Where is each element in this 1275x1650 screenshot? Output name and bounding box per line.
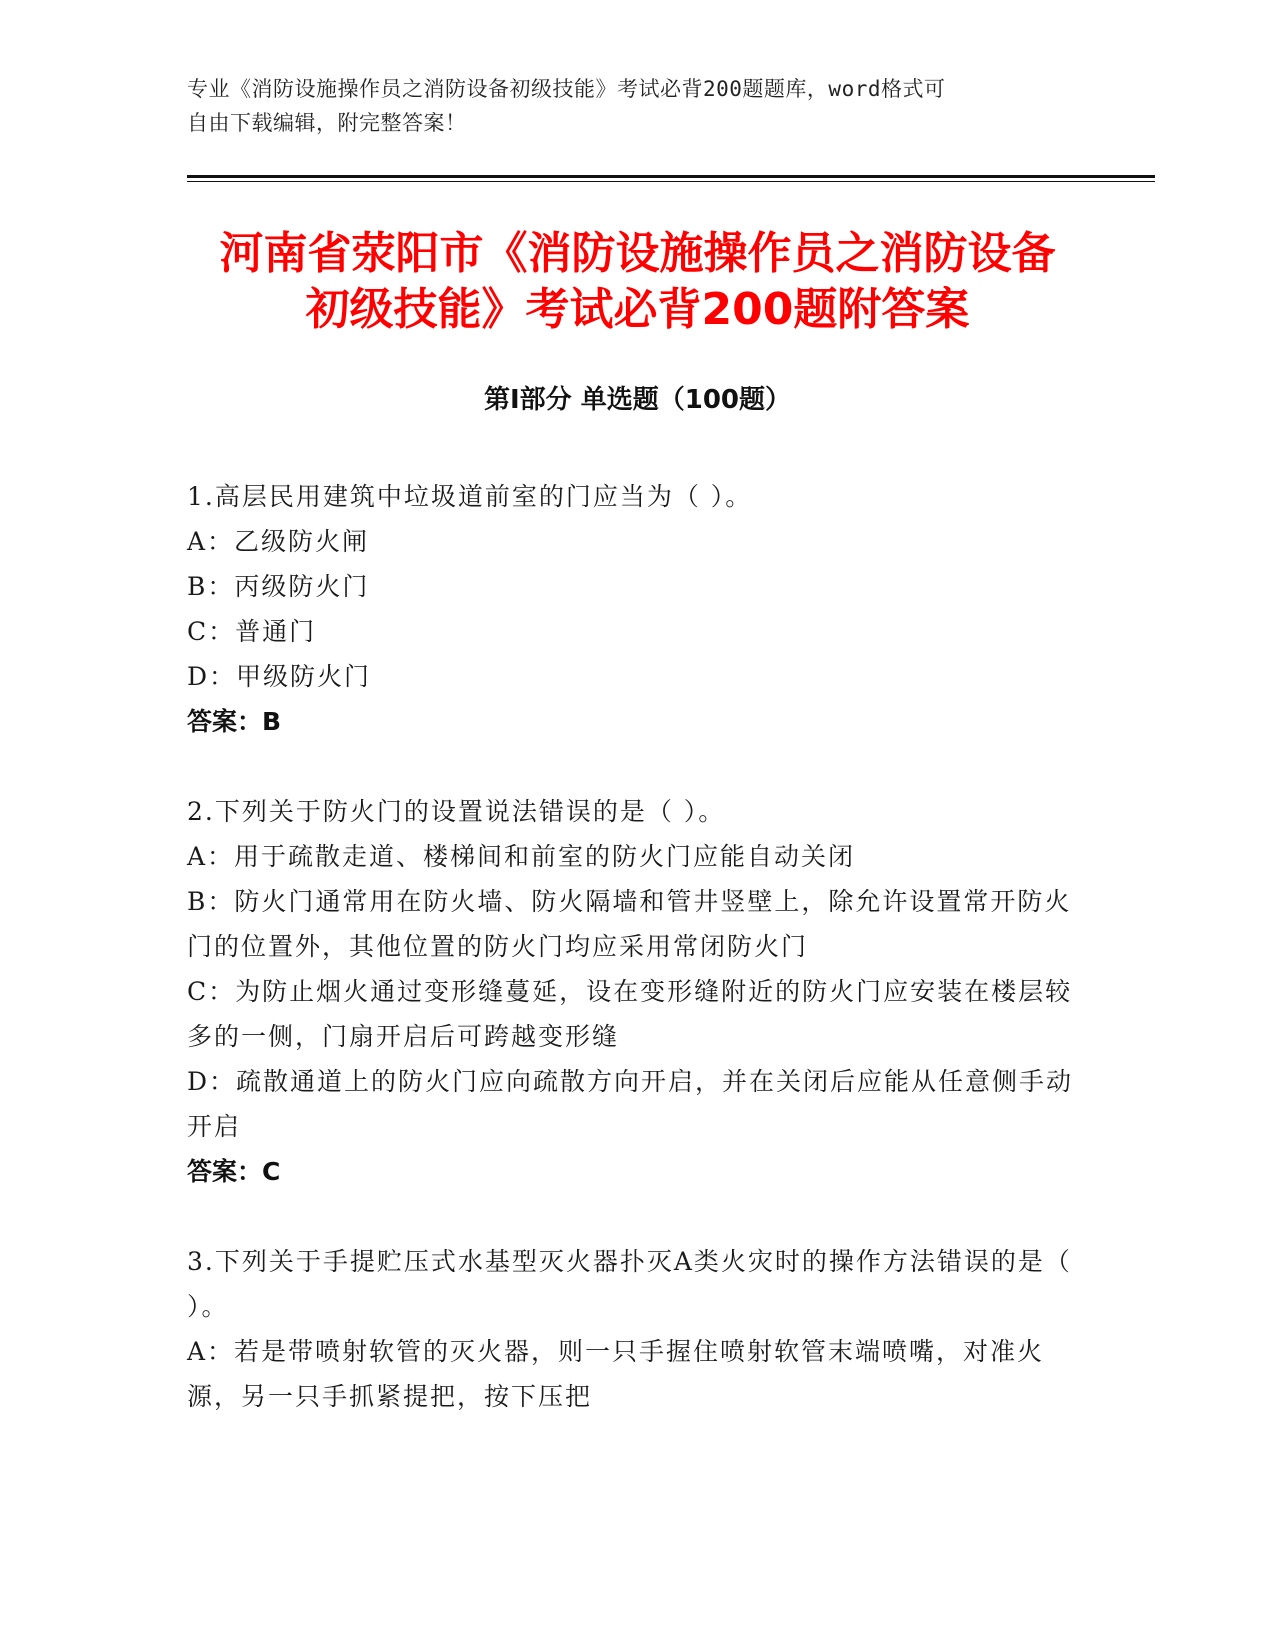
option-c: C：为防止烟火通过变形缝蔓延，设在变形缝附近的防火门应安装在楼层较多的一侧，门扇开启后可跨越变形缝	[187, 977, 1073, 1051]
option-c: C：普通门	[187, 617, 317, 646]
document-title-line: 河南省荥阳市《消防设施操作员之消防设备	[219, 228, 1056, 279]
option-a: A：用于疏散走道、楼梯间和前室的防火门应能自动关闭	[187, 842, 856, 871]
option-d: D：甲级防火门	[187, 662, 372, 691]
option-b: B：丙级防火门	[187, 572, 370, 601]
option-d: D：疏散通道上的防火门应向疏散方向开启，并在关闭后应能从任意侧手动开启	[187, 1067, 1074, 1141]
question-stem: 2.下列关于防火门的设置说法错误的是（ ）。	[187, 797, 726, 826]
option-a: A：若是带喷射软管的灭火器，则一只手握住喷射软管末端喷嘴，对准火源，另一只手抓紧提把，按下压把	[187, 1337, 1045, 1411]
option-b: B：防火门通常用在防火墙、防火隔墙和管井竖壁上，除允许设置常开防火门的位置外，其他位置的防火门均应采用常闭防火门	[187, 887, 1072, 961]
document-title	[150, 226, 1125, 338]
question-item	[187, 474, 1077, 744]
answer-label: 答案：C	[187, 1157, 281, 1186]
option-a: A：乙级防火闸	[187, 527, 370, 556]
document-title-line: 初级技能》考试必背200题附答案	[305, 284, 970, 335]
header-note-line: 专业《消防设施操作员之消防设备初级技能》考试必背200题题库，word格式可	[187, 77, 946, 101]
header-note-line: 自由下载编辑，附完整答案！	[187, 111, 467, 135]
question-item	[187, 1239, 1077, 1419]
question-stem: 1.高层民用建筑中垃圾道前室的门应当为（ ）。	[187, 482, 753, 511]
question-list	[187, 474, 1077, 1464]
header-divider-thin	[187, 181, 1155, 182]
header-note	[187, 72, 1067, 140]
question-stem: 3.下列关于手提贮压式水基型灭火器扑灭A类火灾时的操作方法错误的是（ ）。	[187, 1247, 1072, 1321]
answer-label: 答案：B	[187, 707, 282, 736]
question-item	[187, 789, 1077, 1194]
header-divider-thick	[187, 175, 1155, 178]
section-title: 第Ⅰ部分 单选题（100题）	[484, 385, 791, 415]
